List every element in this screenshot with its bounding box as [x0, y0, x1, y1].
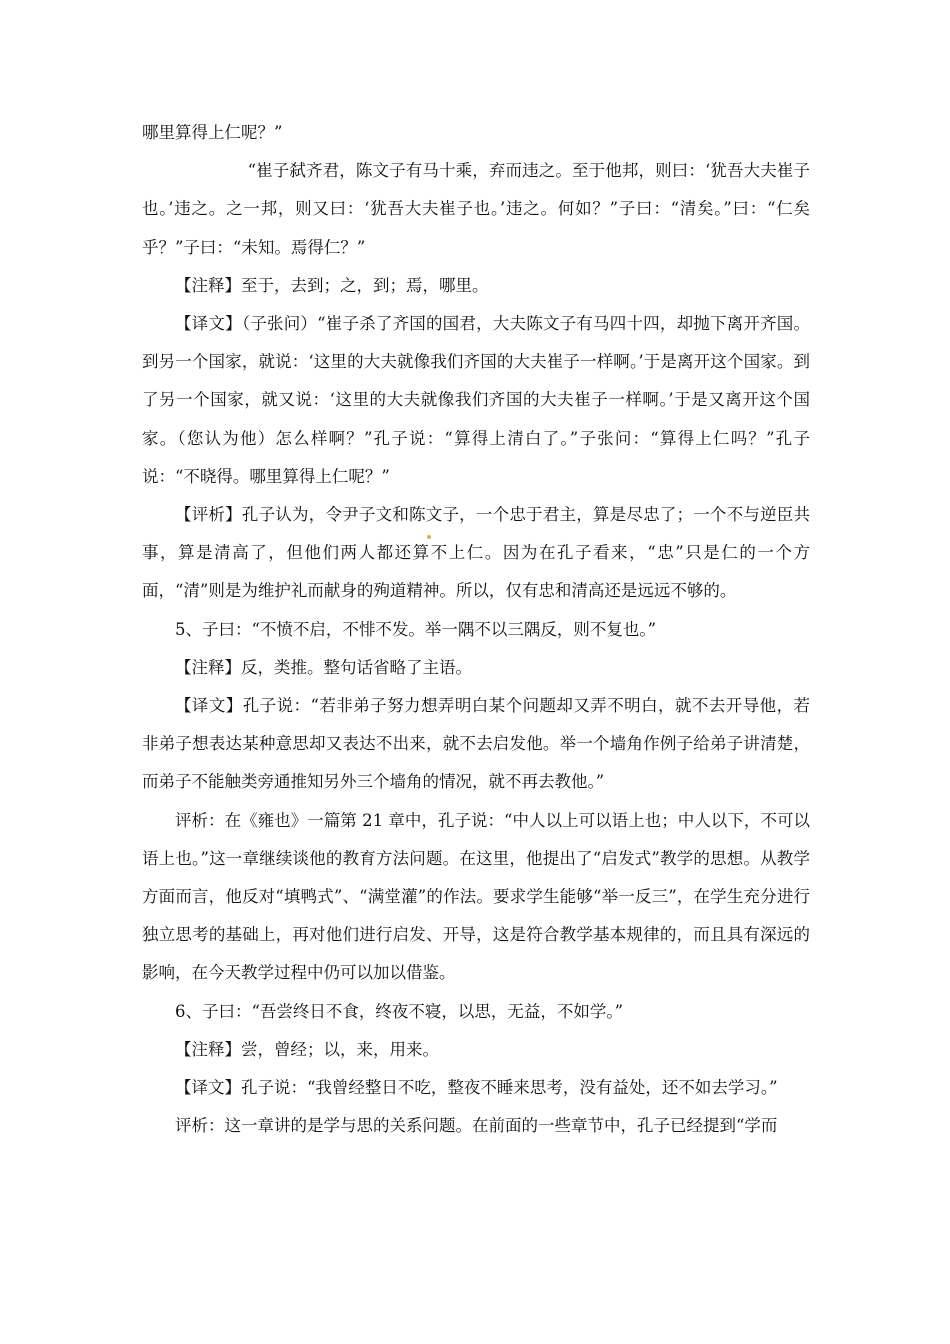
paragraph-text: 5、子曰：“不愤不启，不悱不发。举一隅不以三隅反，则不复也。”: [175, 619, 657, 639]
annotation-label: 【注释】: [175, 275, 241, 295]
paragraph-text: “崔子弑齐君，陈文子有马十乘，弃而违之。至于他邦，则曰：‘犹吾大夫崔子也。’违之。之一邦，则又曰：‘犹吾大夫崔子也。’违之。何如？”子曰：“清矣。”曰：“仁矣乎？”子曰：“未知。焉得仁？”: [142, 161, 810, 257]
paragraph-annotation: [142, 267, 810, 305]
commentary-label: 【评析】: [175, 505, 242, 525]
paragraph-text: 反，类推。整句话省略了主语。: [241, 657, 472, 677]
annotation-label: 【注释】: [175, 1039, 241, 1059]
page-body: [142, 114, 810, 1145]
stray-mark: [427, 535, 431, 539]
paragraph-text: 孔子说：“若非弟子努力想弄明白某个问题却又弄不明白，就不去开导他，若非弟子想表达某种意思却又表达不出来，就不去启发他。举一个墙角作例子给弟子讲清楚，而弟子不能触类旁通推知另外三个墙角的情况，就不再去教他。”: [142, 696, 811, 792]
translation-label: 【译文】: [175, 1078, 241, 1098]
paragraph-quote-6: [142, 993, 810, 1031]
paragraph-quote-cuizi: [142, 152, 810, 267]
paragraph-text: （子张问）“崔子杀了齐国的国君，大夫陈文子有马四十四，却抛下离开齐国。到另一个国家，就说：‘这里的大夫就像我们齐国的大夫崔子一样啊。’于是离开这个国家。到了另一个国家，就又说：‘这里的大夫就像我们齐国的大夫崔子一样啊。’于是又离开这个国家。（您认为他）怎么样啊？”孔子说：“算得上清白了。”子张问：“算得上仁吗？”孔子说：“不晓得。哪里算得上仁呢？”: [142, 314, 811, 486]
paragraph-text: 评析：在《雍也》一篇第 21 章中，孔子说：“中人以上可以语上也；中人以下，不可以语上也。”这一章继续谈他的教育方法问题。在这里，他提出了“启发式”教学的思想。从教学方面而言，他反对“填鸭式”、“满堂灌”的作法。要求学生能够“举一反三”，在学生充分进行独立思考的基础上，再对他们进行启发、开导，这是符合教学基本规律的，而且具有深远的影响，在今天教学过程中仍可以加以借鉴。: [142, 810, 810, 983]
translation-label: 【译文】: [175, 314, 242, 334]
paragraph-text: 评析：这一章讲的是学与思的关系问题。在前面的一些章节中，孔子已经提到“学而: [175, 1116, 778, 1136]
paragraph-text: 孔子认为，令尹子文和陈文子，一个忠于君主，算是尽忠了；一个不与逆臣共事，算是清高了，但他们两人都还算不上仁。因为在孔子看来，“忠”只是仁的一个方面，“清”则是为维护礼而献身的殉道精神。所以，仅有忠和清高还是远远不够的。: [142, 505, 811, 601]
paragraph-translation: [142, 687, 810, 802]
paragraph-text: 至于，去到；之，到；焉，哪里。: [241, 275, 489, 295]
paragraph-text: 6、子曰：“吾尝终日不食，终夜不寝，以思，无益，不如学。”: [175, 1001, 624, 1021]
paragraph-commentary: [142, 496, 810, 611]
annotation-label: 【注释】: [175, 657, 241, 677]
paragraph-annotation: [142, 649, 810, 687]
paragraph-annotation: [142, 1031, 810, 1069]
paragraph-quote-5: [142, 611, 810, 649]
paragraph-commentary: [142, 1107, 810, 1145]
paragraph-continuation: [142, 114, 810, 152]
paragraph-text: 孔子说：“我曾经整日不吃，整夜不睡来思考，没有益处，还不如去学习。”: [241, 1078, 778, 1098]
paragraph-text: 尝，曾经；以，来，用来。: [241, 1039, 439, 1059]
paragraph-text: 哪里算得上仁呢？”: [142, 123, 283, 142]
paragraph-translation: [142, 1069, 810, 1107]
paragraph-commentary: [142, 802, 810, 993]
paragraph-translation: [142, 305, 810, 496]
translation-label: 【译文】: [175, 696, 243, 716]
